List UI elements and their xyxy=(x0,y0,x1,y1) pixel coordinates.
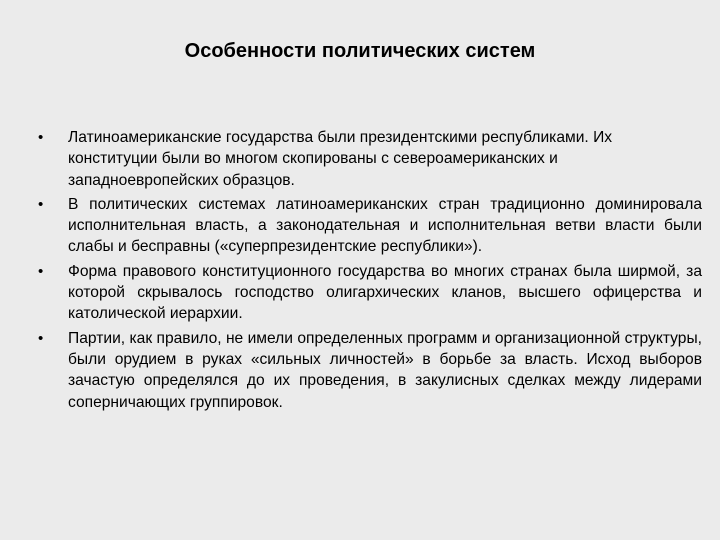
bullet-dot-icon: • xyxy=(38,262,44,280)
bullet-dot-icon: • xyxy=(38,129,44,146)
bullet-dot-icon: • xyxy=(38,329,44,347)
bullet-item xyxy=(30,127,702,191)
bullet-item xyxy=(30,328,702,413)
bullet-item xyxy=(30,261,702,325)
bullet-list xyxy=(30,127,702,416)
bullet-text: В политических системах латиноамериканских стран традиционно доминировала исполнительная власть, а законодательная и исполнительная ветви власти были слабы и бесправны («суперпрезидентские республики»). xyxy=(68,195,702,256)
bullet-text: Латиноамериканские государства были президентскими республиками. Их конституции были во многом скопированы с североамериканских и западноевропейских образцов. xyxy=(68,129,613,189)
slide-title: Особенности политических систем xyxy=(184,40,536,62)
bullet-text: Форма правового конституционного государства во многих странах была ширмой, за которой скрывалось господство олигархических кланов, высшего офицерства и католической иерархии. xyxy=(68,262,702,323)
bullet-item xyxy=(30,194,702,258)
bullet-dot-icon: • xyxy=(38,195,44,213)
bullet-text: Партии, как правило, не имели определенных программ и организационной структуры, были орудием в руках «сильных личностей» в борьбе за власть. Исход выборов зачастую определялся до их проведения, в закулисных сделках между лидерами соперничающих группировок. xyxy=(68,329,702,411)
